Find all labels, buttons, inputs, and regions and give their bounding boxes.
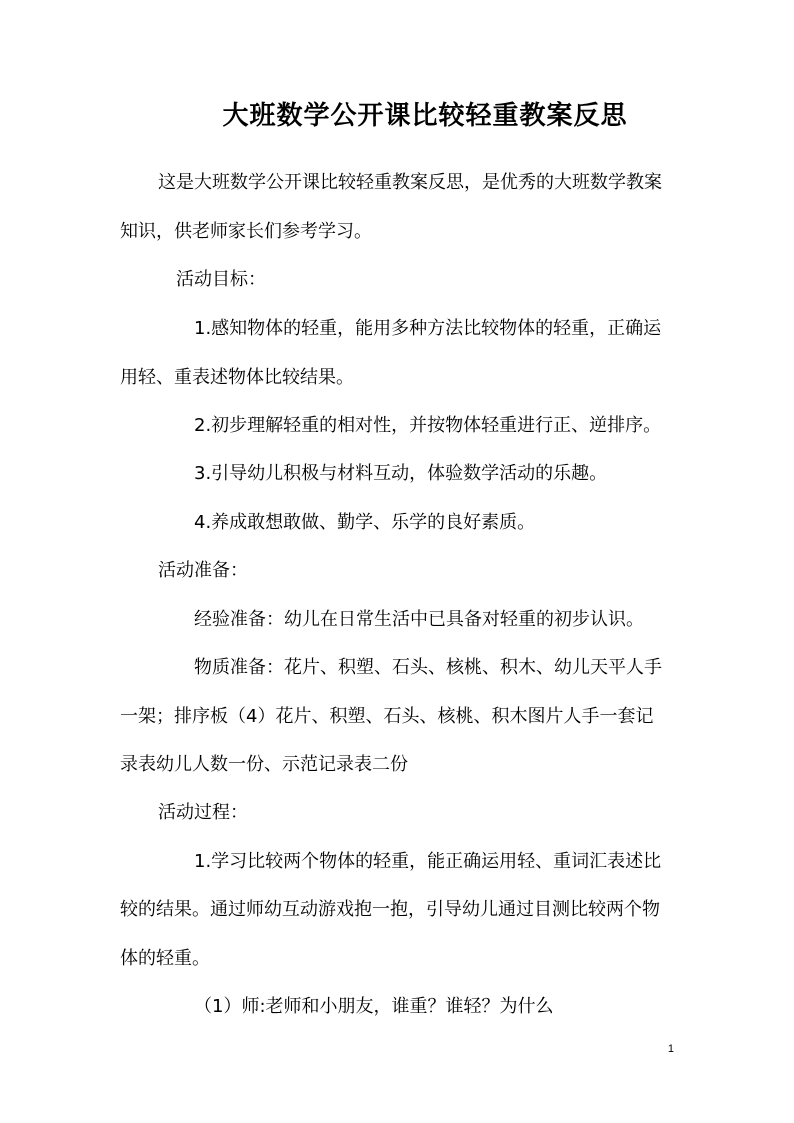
page-number: 1 xyxy=(667,1043,674,1055)
preparation-materials-line-2: 一架；排序板（4）花片、积塑、石头、核桃、积木图片人手一套记 xyxy=(120,706,654,727)
objective-1-line-2: 用轻、重表述物体比较结果。 xyxy=(120,367,354,388)
preparation-materials-line-1: 物质准备：花片、积塑、石头、核桃、积木、幼儿天平人手 xyxy=(194,657,662,678)
section-heading-objectives: 活动目标： xyxy=(176,269,266,290)
objective-3: 3.引导幼儿积极与材料互动，体验数学活动的乐趣。 xyxy=(194,463,608,484)
section-heading-preparation: 活动准备： xyxy=(158,560,248,581)
document-title: 大班数学公开课比较轻重教案反思 xyxy=(222,101,628,131)
paragraph-intro-line-1: 这是大班数学公开课比较轻重教案反思，是优秀的大班数学教案 xyxy=(158,172,662,193)
process-step-1-sub-1: （1）师:老师和小朋友，谁重？谁轻？为什么 xyxy=(194,996,554,1017)
paragraph-intro-line-2: 知识，供老师家长们参考学习。 xyxy=(120,221,372,242)
process-step-1-line-1: 1.学习比较两个物体的轻重，能正确运用轻、重词汇表述比 xyxy=(194,851,662,872)
process-step-1-line-2: 较的结果。通过师幼互动游戏抱一抱，引导幼儿通过目测比较两个物 xyxy=(120,899,660,920)
objective-2: 2.初步理解轻重的相对性，并按物体轻重进行正、逆排序。 xyxy=(194,415,662,436)
objective-4: 4.养成敢想敢做、勤学、乐学的良好素质。 xyxy=(194,512,536,533)
preparation-materials-line-3: 录表幼儿人数一份、示范记录表二份 xyxy=(120,754,408,775)
process-step-1-line-3: 体的轻重。 xyxy=(120,948,210,969)
objective-1-line-1: 1.感知物体的轻重，能用多种方法比较物体的轻重，正确运 xyxy=(194,318,662,339)
preparation-experience: 经验准备：幼儿在日常生活中已具备对轻重的初步认识。 xyxy=(194,609,644,630)
section-heading-process: 活动过程： xyxy=(158,802,248,823)
